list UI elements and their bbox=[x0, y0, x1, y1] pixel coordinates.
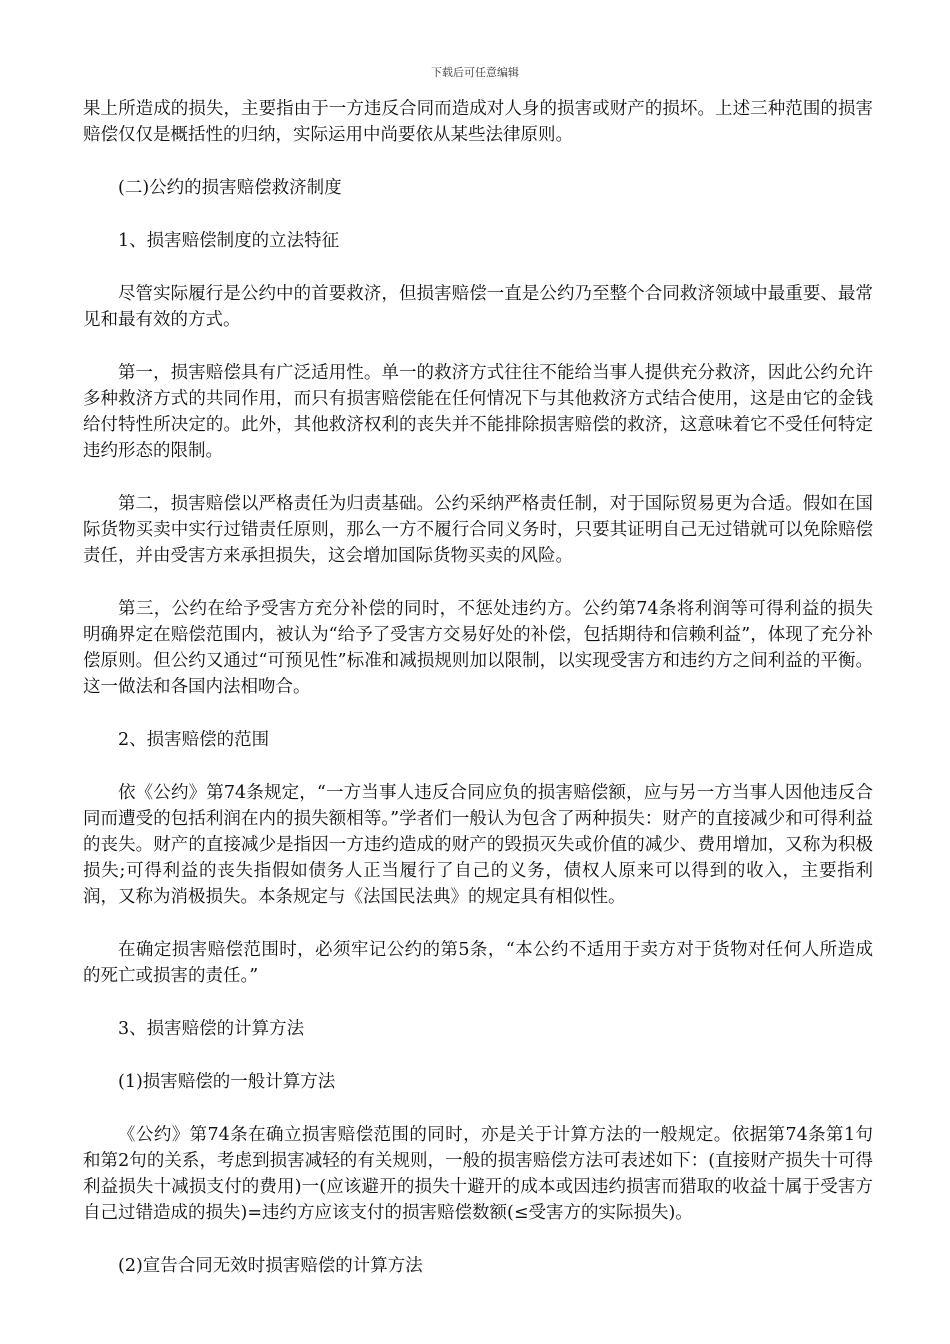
subsection-heading: 3、损害赔偿的计算方法 bbox=[118, 1019, 305, 1039]
sub-subsection-heading: (1)损害赔偿的一般计算方法 bbox=[118, 1072, 336, 1092]
paragraph: 第二，损害赔偿以严格责任为归责基础。公约采纳严格责任制，对于国际贸易更为合适。假如在国际货物买卖中实行过错责任原则，那么一方不履行合同义务时，只要其证明自己无过错就可以免除赔偿责任，并由受害方来承担损失，这会增加国际货物买卖的风险。 bbox=[83, 494, 873, 566]
document-body bbox=[83, 96, 873, 1306]
section-heading: (二)公约的损害赔偿救济制度 bbox=[118, 178, 342, 198]
paragraph: 尽管实际履行是公约中的首要救济，但损害赔偿一直是公约乃至整个合同救济领域中最重要、最常见和最有效的方式。 bbox=[83, 284, 873, 330]
paragraph: 依《公约》第74条规定，“一方当事人违反合同应负的损害赔偿额，应与另一方当事人因他违反合同而遭受的包括利润在内的损失额相等。”学者们一般认为包含了两种损失：财产的直接减少和可得利益的丧失。财产的直接减少是指因一方违约造成的财产的毁损灭失或价值的减少、费用增加，又称为积极损失;可得利益的丧失指假如债务人正当履行了自己的义务，债权人原来可以得到的收入，主要指利润，又称为消极损失。本条规定与《法国民法典》的规定具有相似性。 bbox=[83, 783, 873, 907]
paragraph: 《公约》第74条在确立损害赔偿范围的同时，亦是关于计算方法的一般规定。依据第74条第1句和第2句的关系，考虑到损害减轻的有关规则，一般的损害赔偿方法可表述如下：(直接财产损失十可得利益损失十减损支付的费用)一(应该避开的损失十避开的成本或因违约损害而猎取的收益十属于受害方自己过错造成的损失)=违约方应该支付的损害赔偿数额(≤受害方的实际损失)。 bbox=[83, 1125, 873, 1223]
paragraph: 在确定损害赔偿范围时，必须牢记公约的第5条，“本公约不适用于卖方对于货物对任何人所造成的死亡或损害的责任。” bbox=[83, 940, 873, 986]
paragraph: 第三，公约在给予受害方充分补偿的同时，不惩处违约方。公约第74条将利润等可得利益的损失明确界定在赔偿范围内，被认为“给予了受害方交易好处的补偿，包括期待和信赖利益”，体现了充分补偿原则。但公约又通过“可预见性”标准和减损规则加以限制，以实现受害方和违约方之间利益的平衡。这一做法和各国内法相吻合。 bbox=[83, 599, 873, 697]
subsection-heading: 2、损害赔偿的范围 bbox=[118, 730, 270, 750]
sub-subsection-heading: (2)宣告合同无效时损害赔偿的计算方法 bbox=[118, 1256, 423, 1276]
subsection-heading: 1、损害赔偿制度的立法特征 bbox=[118, 231, 340, 251]
paragraph: 第一，损害赔偿具有广泛适用性。单一的救济方式往往不能给当事人提供充分救济，因此公约允许多种救济方式的共同作用，而只有损害赔偿能在任何情况下与其他救济方式结合使用，这是由它的金钱给付特性所决定的。此外，其他救济权利的丧失并不能排除损害赔偿的救济，这意味着它不受任何特定违约形态的限制。 bbox=[83, 363, 873, 461]
paragraph-continuation: 果上所造成的损失，主要指由于一方违反合同而造成对人身的损害或财产的损坏。上述三种范围的损害赔偿仅仅是概括性的归纳，实际运用中尚要依从某些法律原则。 bbox=[83, 99, 873, 145]
page-header: 下载后可任意编辑 bbox=[431, 66, 519, 79]
